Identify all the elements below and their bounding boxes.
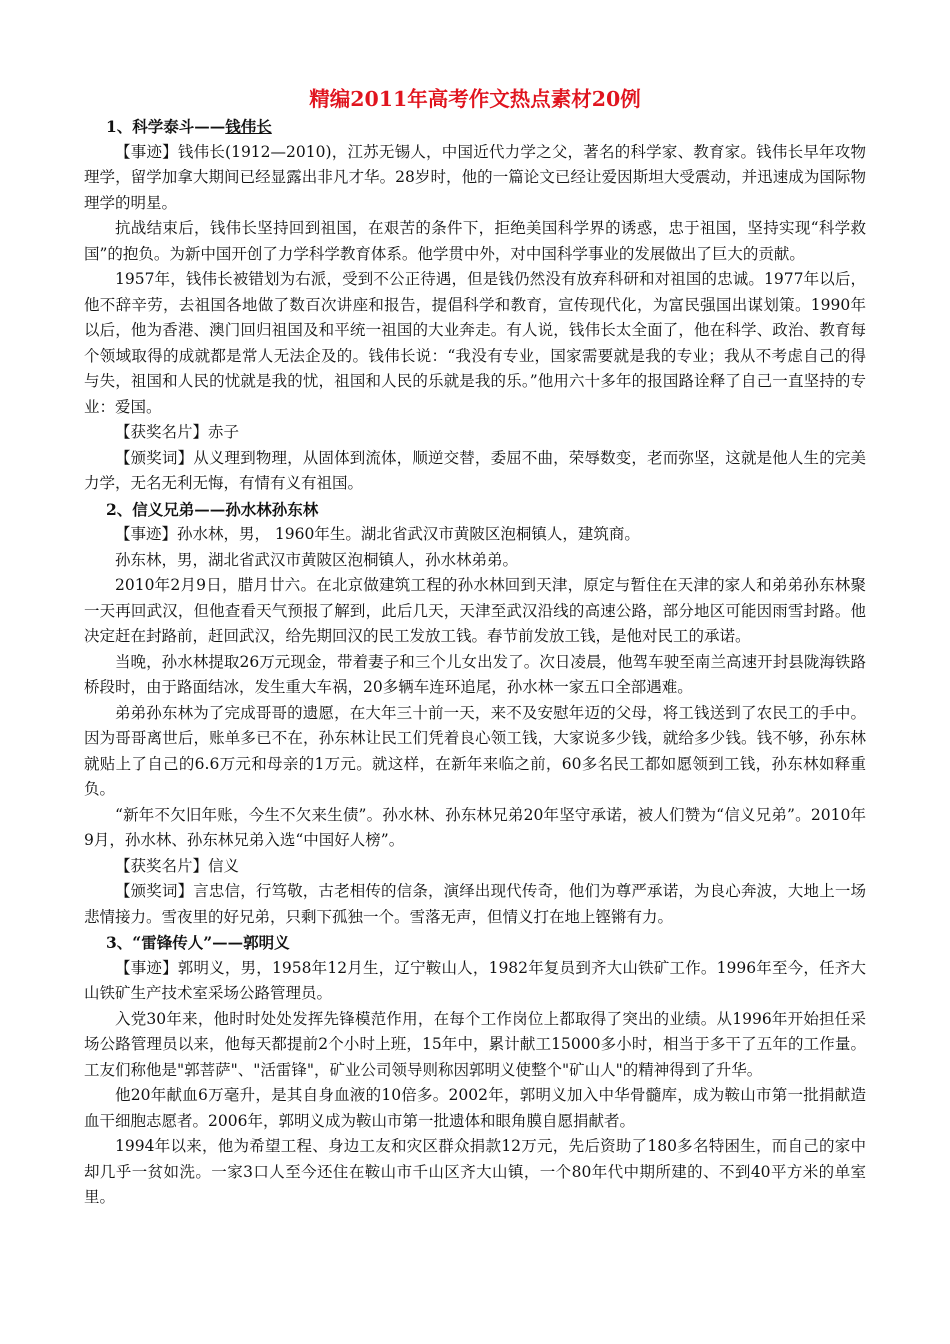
- section-heading-name: 钱伟长: [225, 117, 272, 136]
- section-heading-2: [84, 497, 866, 523]
- paragraph: 抗战结束后，钱伟长坚持回到祖国，在艰苦的条件下，拒绝美国科学界的诱惑，忠于祖国，坚持实现“科学救国”的抱负。为新中国开创了力学科学教育体系。他学贯中外，对中国科学事业的发展做出了巨大的贡献。: [84, 219, 866, 263]
- paragraph: 1994年以来，他为希望工程、身边工友和灾区群众捐款12万元，先后资助了180多名特困生，而自己的家中却几乎一贫如洗。一家3口人至今还住在鞍山市千山区齐大山镇，一个80年代中期所建的、不到40平方米的单室里。: [84, 1137, 866, 1206]
- paragraph: 孙东林，男，湖北省武汉市黄陂区泡桐镇人，孙水林弟弟。: [115, 550, 519, 569]
- paragraph: 【事迹】孙水林，男， 1960年生。湖北省武汉市黄陂区泡桐镇人，建筑商。: [115, 525, 640, 543]
- paragraph: 1957年，钱伟长被错划为右派，受到不公正待遇，但是钱仍然没有放弃科研和对祖国的忠诚。1977年以后，他不辞辛劳，去祖国各地做了数百次讲座和报告，提倡科学和教育，宣传现代化，为富民强国出谋划策。1990年以后，他为香港、澳门回归祖国及和平统一祖国的大业奔走。有人说，钱伟长太全面了，他在科学、政治、教育每个领域取得的成就都是常人无法企及的。钱伟长说：“我没有专业，国家需要就是我的专业；我从不考虑自己的得与失，祖国和人民的忧就是我的忧，祖国和人民的乐就是我的乐。”他用六十多年的报国路诠释了自己一直坚持的专业：爱国。: [84, 270, 866, 416]
- paragraph: 【事迹】郭明义，男，1958年12月生，辽宁鞍山人，1982年复员到齐大山铁矿工作。1996年至今，任齐大山铁矿生产技术室采场公路管理员。: [84, 958, 866, 1002]
- paragraph: 【颁奖词】言忠信，行笃敬，古老相传的信条，演绎出现代传奇，他们为尊严承诺，为良心奔波，大地上一场悲情接力。雪夜里的好兄弟，只剩下孤独一个。雪落无声，但情义打在地上铿锵有力。: [84, 882, 866, 926]
- document-title: 精编2011年高考作文热点素材20例: [309, 87, 641, 111]
- paragraph: 当晚，孙水林提取26万元现金，带着妻子和三个儿女出发了。次日凌晨，他驾车驶至南兰高速开封县陇海铁路桥段时，由于路面结冰，发生重大车祸，20多辆车连环追尾，孙水林一家五口全部遇难。: [84, 652, 866, 696]
- paragraph: 【颁奖词】从义理到物理，从固体到流体，顺逆交替，委屈不曲，荣辱数变，老而弥坚，这就是他人生的完美力学，无名无利无悔，有情有义有祖国。: [84, 448, 866, 492]
- paragraph: 弟弟孙东林为了完成哥哥的遗愿，在大年三十前一天，来不及安慰年迈的父母，将工钱送到了农民工的手中。因为哥哥离世后，账单多已不在，孙东林让民工们凭着良心领工钱，大家说多少钱，就给多少钱。钱不够，孙东林就贴上了自己的6.6万元和母亲的1万元。就这样，在新年来临之前，60多名民工都如愿领到工钱，孙东林如释重负。: [84, 703, 866, 798]
- paragraph: 他20年献血6万毫升，是其自身血液的10倍多。2002年，郭明义加入中华骨髓库，成为鞍山市第一批捐献造血干细胞志愿者。2006年，郭明义成为鞍山市第一批遗体和眼角膜自愿捐献者。: [84, 1086, 866, 1130]
- paragraph: 入党30年来，他时时处处发挥先锋模范作用，在每个工作岗位上都取得了突出的业绩。从1996年开始担任采场公路管理员以来，他每天都提前2个小时上班，15年中，累计献工15000多小时，相当于多干了五年的工作量。工友们称他是"郭菩萨"、"活雷锋"，矿业公司领导则称因郭明义使整个"矿山人"的精神得到了升华。: [84, 1009, 866, 1079]
- section-heading-1: [84, 114, 866, 140]
- section-heading-prefix: 3、“雷锋传人”——郭明义: [106, 933, 290, 952]
- paragraph: 【获奖名片】信义: [115, 856, 240, 875]
- section-heading-prefix: 2、信义兄弟——孙水林孙东林: [106, 499, 319, 519]
- section-heading-3: [84, 930, 866, 956]
- section-heading-prefix: 1、科学泰斗——: [106, 117, 226, 136]
- paragraph: 2010年2月9日，腊月廿六。在北京做建筑工程的孙水林回到天津，原定与暂住在天津的家人和弟弟孙东林聚一天再回武汉，但他查看天气预报了解到，此后几天，天津至武汉沿线的高速公路，部分地区可能因雨雪封路。他决定赶在封路前，赶回武汉，给先期回汉的民工发放工钱。春节前发放工钱，是他对民工的承诺。: [84, 576, 866, 645]
- paragraph: 【获奖名片】赤子: [115, 423, 240, 441]
- paragraph: “新年不欠旧年账，今生不欠来生债”。孙水林、孙东林兄弟20年坚守承诺，被人们赞为“信义兄弟”。2010年9月，孙水林、孙东林兄弟入选“中国好人榜”。: [84, 805, 866, 849]
- paragraph: 【事迹】钱伟长(1912—2010)，江苏无锡人，中国近代力学之父，著名的科学家、教育家。钱伟长早年攻物理学，留学加拿大期间已经显露出非凡才华。28岁时，他的一篇论文已经让爱因斯坦大受震动，并迅速成为国际物理学的明星。: [84, 142, 866, 212]
